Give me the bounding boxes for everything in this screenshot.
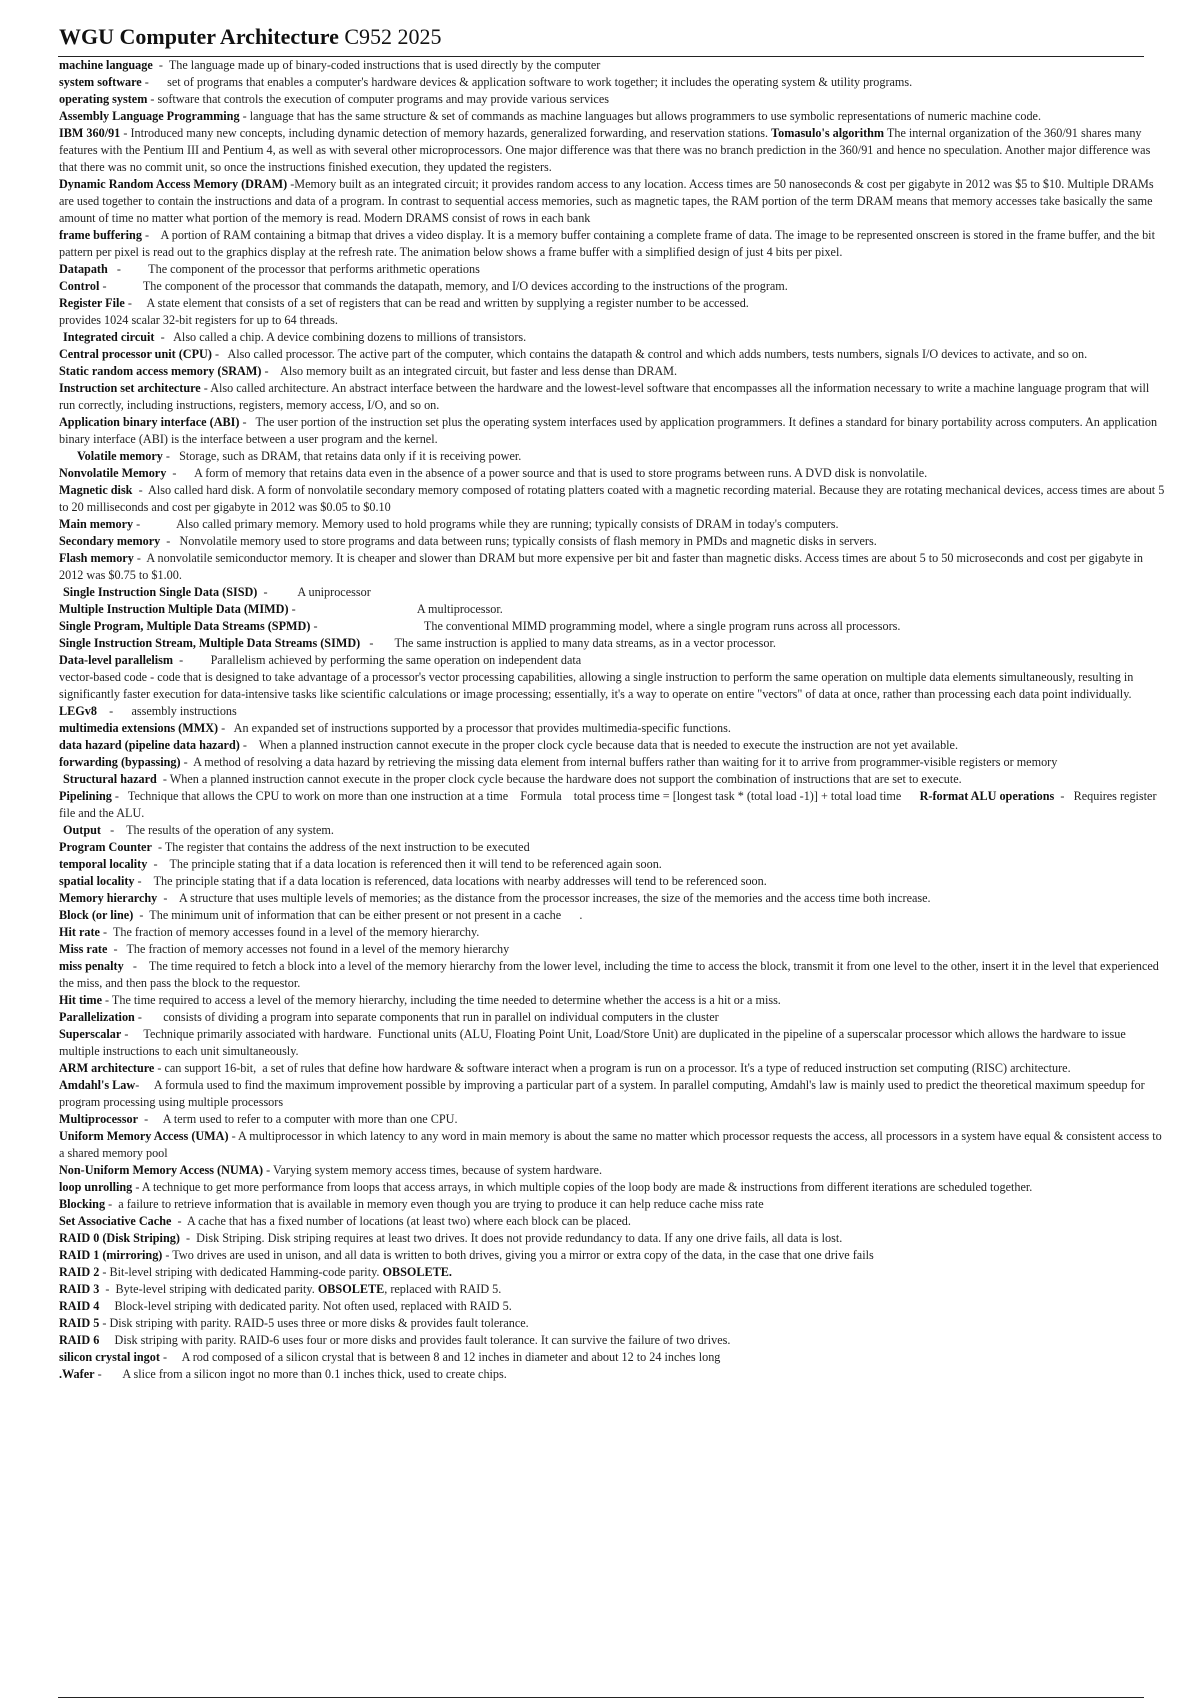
entry-separator: -	[200, 381, 211, 395]
entry-term-secondary: Tomasulo's algorithm	[771, 126, 885, 140]
entry-term: Multiprocessor	[59, 1112, 138, 1126]
glossary-entry	[59, 1349, 1167, 1366]
entry-separator: -	[171, 1214, 187, 1228]
entry-term: Assembly Language Programming	[59, 109, 240, 123]
entry-separator: -	[124, 296, 147, 310]
entry-definition-secondary: The internal organization of the 360/91 shares many features with the Pentium III and Pentium 4, as well as with several other microprocessors. One major difference was that there was no branch prediction in the 360/91 and hence no speculation. Another major difference was that there was no commit unit, so once the instructions finished execution, they updated the registers.	[59, 126, 1154, 174]
entry-separator: -	[132, 483, 149, 497]
entry-term: Static random access memory (SRAM)	[59, 364, 262, 378]
entry-definition: A technique to get more performance from loops that access arrays, in which multiple copies of the loop body are made & instructions from different iterations are scheduled together.	[141, 1180, 1033, 1194]
entry-definition: A form of memory that retains data even in the absence of a power source and that is used to store programs between runs. A DVD disk is nonvolatile.	[194, 466, 928, 480]
entry-separator: -	[173, 653, 211, 667]
entry-definition: A nonvolatile semiconductor memory. It is cheaper and slower than DRAM but more expensive per bit and faster than magnetic disks. Access times are about 5 to 50 microseconds and cost per gigabyte in 2012 was $0.75 to $1.00.	[59, 551, 1147, 582]
entry-definition: A method of resolving a data hazard by retrieving the missing data element from internal buffers rather than waiting for it to arrive from programmer-visible registers or memory	[193, 755, 1058, 769]
entry-definition-secondary: - Requires register file and the ALU.	[59, 789, 1160, 820]
entry-definition: A slice from a silicon ingot no more than 0.1 inches thick, used to create chips.	[122, 1367, 507, 1381]
glossary-entry	[59, 737, 1167, 754]
entry-definition: The time required to access a level of the memory hierarchy, including the time needed to determine whether the access is a hit or a miss.	[111, 993, 781, 1007]
entry-term: Data-level parallelism	[59, 653, 174, 667]
entry-term: Structural hazard	[63, 772, 157, 786]
entry-term: Central processor unit (CPU)	[59, 347, 212, 361]
entry-term: RAID 6	[59, 1333, 100, 1347]
entry-definition: assembly instructions	[131, 704, 237, 718]
page-title	[59, 24, 442, 50]
entry-separator: -	[94, 1367, 123, 1381]
entry-separator: -	[151, 840, 165, 854]
entry-separator: -	[218, 721, 234, 735]
glossary-entry	[59, 890, 1167, 907]
entry-term: Nonvolatile Memory	[59, 466, 167, 480]
entry-term: Non-Uniform Memory Access (NUMA)	[59, 1163, 264, 1177]
entry-term: RAID 5	[59, 1316, 100, 1330]
glossary-entry	[59, 1281, 1167, 1298]
entry-separator: -	[135, 1078, 154, 1092]
entry-term: Register File	[59, 296, 125, 310]
entry-term: Control	[59, 279, 100, 293]
glossary-entry	[59, 295, 1167, 312]
glossary-entry	[59, 856, 1167, 873]
entry-definition: Varying system memory access times, because of system hardware.	[273, 1163, 602, 1177]
glossary-entry	[59, 635, 1167, 652]
glossary-entry	[59, 329, 1167, 346]
entry-term: Block (or line)	[59, 908, 134, 922]
entry-definition: The fraction of memory accesses found in a level of the memory hierarchy.	[112, 925, 480, 939]
entry-term: Main memory	[59, 517, 134, 531]
glossary-entry	[59, 754, 1167, 771]
entry-term: RAID 1 (mirroring)	[59, 1248, 163, 1262]
entry-term: Miss rate	[59, 942, 108, 956]
entry-definition: The results of the operation of any system.	[126, 823, 334, 837]
entry-separator: -	[160, 534, 180, 548]
entry-separator: -	[147, 92, 158, 106]
entry-term: machine language	[59, 58, 153, 72]
entry-term: ARM architecture	[59, 1061, 155, 1075]
entry-definition: software that controls the execution of computer programs and may provide various services	[157, 92, 609, 106]
entry-definition: The same instruction is applied to many data streams, as in a vector processor.	[394, 636, 776, 650]
glossary-entry	[59, 839, 1167, 856]
entry-term: multimedia extensions (MMX)	[59, 721, 219, 735]
glossary-entry	[59, 1315, 1167, 1332]
entry-separator: -	[141, 75, 168, 89]
entry-term: Memory hierarchy	[59, 891, 158, 905]
glossary-entry	[59, 414, 1167, 448]
glossary-entry	[59, 703, 1167, 720]
entry-separator: -	[239, 738, 259, 752]
entry-term: Dynamic Random Access Memory (DRAM)	[59, 177, 288, 191]
entry-separator: -	[96, 704, 132, 718]
entry-definition-secondary: , replaced with RAID 5.	[384, 1282, 502, 1296]
entry-definition: Nonvolatile memory used to store programs and data between runs; typically consists of flash memory in PMDs and magnetic disks in servers.	[179, 534, 877, 548]
glossary-entry	[59, 1162, 1167, 1179]
glossary-entry	[59, 771, 1167, 788]
entry-definition: The time required to fetch a block into a level of the memory hierarchy from the lower level, including the time to access the block, transmit it from one level to the other, insert it in the level that experienced the miss, and then pass the block to the requestor.	[59, 959, 1162, 990]
entry-term: temporal locality	[59, 857, 148, 871]
entry-term: Volatile memory	[77, 449, 163, 463]
entry-term-secondary: OBSOLETE.	[382, 1265, 452, 1279]
entry-term: Parallelization	[59, 1010, 135, 1024]
entry-definition: The fraction of memory accesses not found in a level of the memory hierarchy	[126, 942, 510, 956]
entry-separator: -	[154, 1061, 165, 1075]
glossary-entry	[59, 618, 1167, 635]
glossary-entry	[59, 91, 1167, 108]
entry-separator: -	[100, 823, 127, 837]
entry-separator: -	[137, 1112, 163, 1126]
entry-definition: When a planned instruction cannot execute in the proper clock cycle because the hardware does not support the combination of instructions that are set to execute.	[169, 772, 962, 786]
glossary-entry	[59, 958, 1167, 992]
entry-definition: When a planned instruction cannot execute in the proper clock cycle because data that is needed to execute the instruction are not yet available.	[258, 738, 959, 752]
entry-definition: Also called processor. The active part of the computer, which contains the datapath & control and which adds numbers, tests numbers, signals I/O devices to activate, and so on.	[227, 347, 1088, 361]
entry-definition: Disk striping with parity. RAID-5 uses three or more disks & provides fault tolerance.	[109, 1316, 529, 1330]
entry-term: miss penalty	[59, 959, 124, 973]
glossary-entry	[59, 584, 1167, 601]
entry-term: silicon crystal ingot	[59, 1350, 160, 1364]
entry-definition: A multiprocessor in which latency to any word in main memory is about the same no matter which processor requests the access, all processors in a system have equal & consistent access to a shared memory pool	[59, 1129, 1165, 1160]
entry-definition: Also called hard disk. A form of nonvolatile secondary memory composed of rotating platters coated with a magnetic recording material. Because they are rotating mechanical devices, access times are about 5 to 20 milliseconds and cost per gigabyte in 2012 was $0.05 to $0.10	[59, 483, 1168, 514]
entry-separator: -	[360, 636, 395, 650]
glossary-entry	[59, 1213, 1167, 1230]
glossary-entry	[59, 74, 1167, 91]
entry-definition: Storage, such as DRAM, that retains data only if it is receiving power.	[179, 449, 522, 463]
glossary-entry	[59, 1298, 1167, 1315]
glossary-entry	[59, 1230, 1167, 1247]
entry-definition: Also called a chip. A device combining dozens to millions of transistors.	[173, 330, 527, 344]
entry-definition: Technique primarily associated with hardware. Functional units (ALU, Floating Point Unit, Load/Store Unit) are duplicated in the pipeline of a superscalar processor which allows the hardware to issue multiple instructions to each unit simultaneously.	[59, 1027, 1129, 1058]
glossary-entry	[59, 1196, 1167, 1213]
entry-definition: The register that contains the address of the next instruction to be executed	[164, 840, 530, 854]
entry-term: RAID 3	[59, 1282, 100, 1296]
glossary-entry	[59, 261, 1167, 278]
entry-term: Single Instruction Single Data (SISD)	[63, 585, 258, 599]
title-rest: C952 2025	[338, 24, 442, 49]
entry-definition: The user portion of the instruction set plus the operating system interfaces used by application programmers. It defines a standard for binary portability across computers. An application binary interface (ABI) is the interface between a user program and the kernel.	[59, 415, 1161, 446]
entry-term: Superscalar	[59, 1027, 122, 1041]
entry-separator: -	[211, 347, 228, 361]
glossary-entry	[59, 1179, 1167, 1196]
entry-term: Uniform Memory Access (UMA)	[59, 1129, 229, 1143]
entry-separator: -	[157, 891, 179, 905]
entry-term: operating system	[59, 92, 148, 106]
entry-definition: A portion of RAM containing a bitmap that drives a video display. It is a memory buffer containing a complete frame of data. The image to be represented onscreen is stored in the frame buffer, and the bit pattern per pixel is read out to the graphics display at the refresh rate. The animation below shows a frame buffer with a simplified design of just 4 bits per pixel.	[59, 228, 1159, 259]
glossary-entry	[59, 720, 1167, 737]
glossary-entry	[59, 1264, 1167, 1281]
entry-term: Set Associative Cache	[59, 1214, 172, 1228]
entry-separator: -	[239, 415, 256, 429]
entry-term: LEGv8	[59, 704, 97, 718]
entry-term: Single Instruction Stream, Multiple Data Streams (SIMD)	[59, 636, 361, 650]
entry-separator: -	[132, 1180, 142, 1194]
glossary-entry	[59, 941, 1167, 958]
glossary-list	[59, 57, 1167, 1383]
entry-term: Secondary memory	[59, 534, 161, 548]
entry-separator: -	[134, 874, 154, 888]
entry-term: Blocking	[59, 1197, 106, 1211]
glossary-entry	[59, 278, 1167, 295]
entry-definition: The principle stating that if a data location is referenced, data locations with nearby addresses will tend to be referenced soon.	[153, 874, 767, 888]
entry-definition: A multiprocessor.	[416, 602, 503, 616]
entry-separator: -	[228, 1129, 239, 1143]
glossary-entry	[59, 1111, 1167, 1128]
entry-definition: A term used to refer to a computer with more than one CPU.	[162, 1112, 458, 1126]
entry-definition: The component of the processor that commands the datapath, memory, and I/O devices according to the instructions of the program.	[142, 279, 788, 293]
glossary-entry	[59, 788, 1167, 822]
entry-separator: -	[101, 993, 112, 1007]
entry-term: Program Counter	[59, 840, 152, 854]
glossary-entry	[59, 1332, 1167, 1349]
entry-separator: -	[166, 466, 195, 480]
entry-definition: An expanded set of instructions supported by a processor that provides multimedia-specific functions.	[233, 721, 731, 735]
entry-separator: -	[287, 177, 295, 191]
entry-term: system software	[59, 75, 142, 89]
entry-definition: The component of the processor that performs arithmetic operations	[148, 262, 480, 276]
glossary-entry	[59, 992, 1167, 1009]
glossary-entry	[59, 380, 1167, 414]
entry-definition: Memory built as an integrated circuit; it provides random access to any location. Access times are 50 nanoseconds & cost per gigabyte in 2012 was $5 to $10. Multiple DRAMs are used together to contain the instructions and data of a program. In contrast to sequential access memories, such as magnetic tapes, the RAM portion of the term DRAM means that memory accesses take basically the same amount of time no matter what portion of the memory is read. Modern DRAMS consist of rows in each bank	[59, 177, 1157, 225]
entry-separator: -	[107, 262, 149, 276]
glossary-entry	[59, 346, 1167, 363]
entry-separator	[99, 1299, 114, 1313]
entry-definition: Introduced many new concepts, including dynamic detection of memory hazards, generalized forwarding, and reservation stations.	[130, 126, 772, 140]
entry-separator: -	[133, 908, 150, 922]
entry-term: Magnetic disk	[59, 483, 133, 497]
glossary-entry	[59, 924, 1167, 941]
entry-term: Integrated circuit	[63, 330, 155, 344]
entry-separator: -	[141, 228, 161, 242]
entry-separator: -	[179, 1231, 197, 1245]
entry-separator	[99, 1333, 114, 1347]
entry-term: Datapath	[59, 262, 108, 276]
entry-separator: -	[111, 789, 128, 803]
entry-term: Single Program, Multiple Data Streams (SPMD)	[59, 619, 311, 633]
glossary-entry	[59, 1128, 1167, 1162]
entry-term: loop unrolling	[59, 1180, 133, 1194]
entry-separator: -	[159, 1350, 182, 1364]
entry-separator: -	[310, 619, 424, 633]
entry-term: RAID 2	[59, 1265, 100, 1279]
entry-separator: -	[99, 925, 113, 939]
entry-term: spatial locality	[59, 874, 135, 888]
entry-definition: language that has the same structure & set of commands as machine languages but allows programmers to use symbolic representations of numeric machine code.	[249, 109, 1041, 123]
glossary-entry	[59, 669, 1167, 703]
entry-term: Multiple Instruction Multiple Data (MIMD)	[59, 602, 289, 616]
entry-definition: A state element that consists of a set of registers that can be read and written by supplying a register number to be accessed.	[146, 296, 749, 310]
entry-definition: Disk Striping. Disk striping requires at least two drives. It does not provide redundancy to data. If any one drive fails, all data is lost.	[196, 1231, 843, 1245]
entry-definition: a failure to retrieve information that is available in memory even though you are trying to produce it can help reduce cache miss rate	[118, 1197, 764, 1211]
glossary-entry	[59, 227, 1167, 261]
entry-separator: -	[134, 1010, 164, 1024]
entry-term: frame buffering	[59, 228, 142, 242]
entry-definition: set of programs that enables a computer's hardware devices & application software to work together; it includes the operating system & utility programs.	[167, 75, 913, 89]
entry-definition: Disk striping with parity. RAID-6 uses four or more disks and provides fault tolerance. It can survive the failure of two drives.	[114, 1333, 731, 1347]
entry-definition: The principle stating that if a data location is referenced then it will tend to be referenced again soon.	[169, 857, 662, 871]
entry-definition: The language made up of binary-coded instructions that is used directly by the computer	[168, 58, 601, 72]
entry-term: data hazard (pipeline data hazard)	[59, 738, 240, 752]
entry-term-secondary: OBSOLETE	[317, 1282, 385, 1296]
glossary-entry	[59, 448, 1167, 465]
entry-definition: provides 1024 scalar 32-bit registers for up to 64 threads.	[59, 313, 338, 327]
glossary-entry	[59, 363, 1167, 380]
entry-separator: -	[99, 279, 143, 293]
entry-separator: -	[152, 58, 169, 72]
entry-separator: -	[107, 942, 127, 956]
entry-separator: -	[288, 602, 417, 616]
glossary-entry	[59, 1026, 1167, 1060]
entry-separator: -	[123, 959, 149, 973]
glossary-entry	[59, 1060, 1167, 1077]
entry-separator: -	[239, 109, 250, 123]
entry-separator: -	[133, 551, 147, 565]
glossary-entry	[59, 873, 1167, 890]
entry-separator: -	[162, 1248, 173, 1262]
entry-definition: Parallelism achieved by performing the same operation on independent data	[210, 653, 582, 667]
entry-term-secondary: R-format ALU operations	[919, 789, 1055, 803]
entry-separator: -	[180, 755, 194, 769]
entry-term: .Wafer	[59, 1367, 95, 1381]
entry-definition: A rod composed of a silicon crystal that is between 8 and 12 inches in diameter and about 12 to 24 inches long	[181, 1350, 721, 1364]
glossary-entry	[59, 516, 1167, 533]
entry-term: forwarding (bypassing)	[59, 755, 181, 769]
entry-separator: -	[99, 1316, 110, 1330]
entry-separator: -	[120, 126, 131, 140]
glossary-entry	[59, 533, 1167, 550]
entry-term: RAID 0 (Disk Striping)	[59, 1231, 180, 1245]
entry-definition: A uniprocessor	[297, 585, 371, 599]
entry-definition: Byte-level striping with dedicated parity.	[115, 1282, 318, 1296]
entry-separator: -	[263, 1163, 274, 1177]
glossary-entry	[59, 1077, 1167, 1111]
glossary-entry	[59, 822, 1167, 839]
entry-term: Instruction set architecture	[59, 381, 201, 395]
entry-separator: -	[99, 1282, 116, 1296]
entry-term: RAID 4	[59, 1299, 100, 1313]
entry-term: Flash memory	[59, 551, 134, 565]
glossary-entry	[59, 57, 1167, 74]
entry-definition: Block-level striping with dedicated parity. Not often used, replaced with RAID 5.	[114, 1299, 512, 1313]
entry-term: Amdahl's Law	[59, 1078, 136, 1092]
entry-separator: -	[156, 772, 170, 786]
glossary-entry	[59, 1009, 1167, 1026]
bottom-rule	[58, 1697, 1144, 1698]
entry-definition: vector-based code - code that is designed to take advantage of a processor's vector processing capabilities, allowing a single instruction to perform the same operation on multiple data elements simultaneously, resulting in significantly faster execution for data-intensive tasks like scientific calculations or image processing; essentially, it's a way to operate on entire "vectors" of data at once, rather than processing each data point individually.	[59, 670, 1137, 701]
title-bold: WGU Computer Architecture	[59, 24, 339, 49]
entry-separator: -	[121, 1027, 144, 1041]
entry-separator: -	[162, 449, 180, 463]
entry-separator: -	[105, 1197, 119, 1211]
entry-separator: -	[133, 517, 177, 531]
entry-definition: consists of dividing a program into separate components that run in parallel on individual computers in the cluster	[163, 1010, 719, 1024]
entry-term: Pipelining	[59, 789, 112, 803]
glossary-entry	[59, 312, 1167, 329]
glossary-entry	[59, 1366, 1167, 1383]
entry-separator: -	[257, 585, 298, 599]
glossary-entry	[59, 601, 1167, 618]
entry-term: Hit time	[59, 993, 102, 1007]
entry-definition: Technique that allows the CPU to work on more than one instruction at a time Formula total process time = [longest task * (total load -1)] + total load time	[127, 789, 920, 803]
glossary-entry	[59, 907, 1167, 924]
entry-definition: A cache that has a fixed number of locations (at least two) where each block can be placed.	[186, 1214, 631, 1228]
entry-definition: The conventional MIMD programming model, where a single program runs across all processors.	[423, 619, 901, 633]
entry-definition: Also called primary memory. Memory used to hold programs while they are running; typically consists of DRAM in today's computers.	[176, 517, 839, 531]
entry-separator: -	[99, 1265, 110, 1279]
glossary-entry	[59, 465, 1167, 482]
entry-definition: A formula used to find the maximum improvement possible by improving a particular part of a system. In parallel computing, Amdahl's law is mainly used to predict the theoretical maximum speedup for program processing using multiple processors	[59, 1078, 1148, 1109]
entry-separator: -	[261, 364, 281, 378]
glossary-entry	[59, 1247, 1167, 1264]
entry-definition: Two drives are used in unison, and all data is written to both drives, giving you a mirror or extra copy of the data, in the case that one drive fails	[172, 1248, 874, 1262]
glossary-entry	[59, 550, 1167, 584]
entry-definition: Also memory built as an integrated circuit, but faster and less dense than DRAM.	[280, 364, 678, 378]
entry-definition: A structure that uses multiple levels of memories; as the distance from the processor increases, the size of the memories and the access time both increase.	[178, 891, 931, 905]
entry-separator: -	[154, 330, 174, 344]
entry-separator: -	[147, 857, 170, 871]
entry-term: Output	[63, 823, 101, 837]
entry-term: Hit rate	[59, 925, 100, 939]
glossary-entry	[59, 652, 1167, 669]
entry-definition: Bit-level striping with dedicated Hamming-code parity.	[109, 1265, 383, 1279]
entry-term: IBM 360/91	[59, 126, 121, 140]
glossary-entry	[59, 176, 1167, 227]
glossary-entry	[59, 125, 1167, 176]
glossary-entry	[59, 108, 1167, 125]
entry-definition: The minimum unit of information that can be either present or not present in a cache .	[149, 908, 583, 922]
entry-term: Application binary interface (ABI)	[59, 415, 240, 429]
glossary-entry	[59, 482, 1167, 516]
entry-definition: can support 16-bit, a set of rules that define how hardware & software interact when a program is run on a processor. It's a type of reduced instruction set computing (RISC) architecture.	[164, 1061, 1071, 1075]
entry-definition: Also called architecture. An abstract interface between the hardware and the lowest-level software that encompasses all the information necessary to write a machine language program that will run correctly, including instructions, registers, memory access, I/O, and so on.	[59, 381, 1153, 412]
